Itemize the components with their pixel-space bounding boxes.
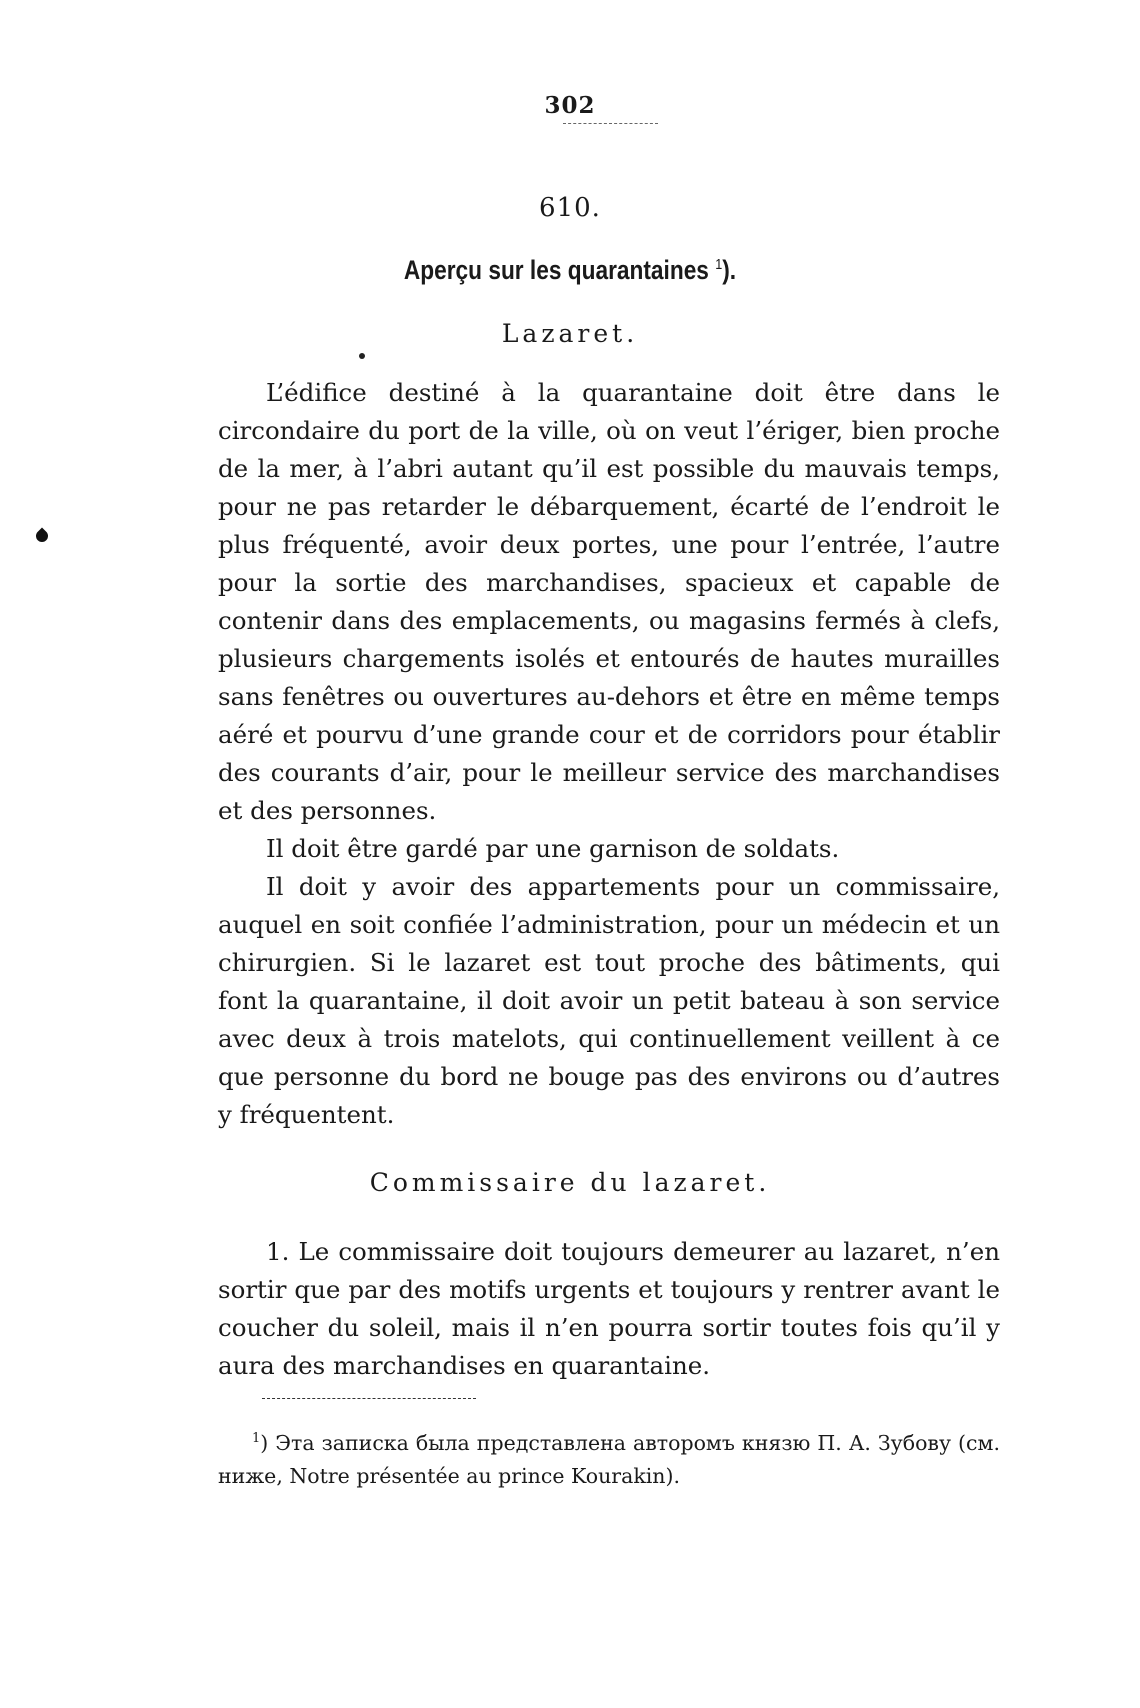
section-body-commissaire xyxy=(218,1233,1000,1385)
ink-speck xyxy=(359,353,365,359)
margin-mark xyxy=(34,528,51,545)
title-closing: ). xyxy=(722,255,737,285)
title-footnote-ref: 1 xyxy=(715,256,723,273)
page-number: 302 xyxy=(544,92,596,119)
paragraph: 1. Le commissaire doit toujours demeurer au lazaret, n’en sortir que par des motifs urgents et toujours y rentrer avant le coucher du soleil, mais il n’en pourra sortir toutes fois qu’il y aura des marchandises en quarantaine. xyxy=(218,1237,1000,1380)
footnote-marker: 1 xyxy=(252,1431,261,1446)
document-title xyxy=(91,255,1049,286)
paragraph: Il doit y avoir des appartements pour un commissaire, auquel en soit confiée l’administration, pour un médecin et un chirurgien. Si le lazaret est tout proche des bâtiments, qui font la quarantaine, il doit avoir un petit bateau à son service avec deux à trois matelots, qui continuellement veillent à ce que personne du bord ne bouge pas des environs ou d’autres y fréquentent. xyxy=(218,872,1000,1129)
page-number-rule xyxy=(563,123,658,124)
paragraph: L’édifice destiné à la quarantaine doit être dans le circondaire du port de la ville, où on veut l’ériger, bien proche de la mer, à l’abri autant qu’il est possible du mauvais temps, pour ne pas retarder le débarquement, écarté de l’endroit le plus fréquenté, avoir deux portes, une pour l’entrée, l’autre pour la sortie des marchandises, spacieux et capable de contenir dans des emplacements, ou magasins fermés à clefs, plusieurs chargements isolés et entourés de hautes murailles sans fenêtres ou ouvertures au-dehors et être en même temps aéré et pourvu d’une grande cour et de corridors pour établir des courants d’air, pour le meilleur service des marchandises et des personnes. xyxy=(218,378,1000,825)
section-body-lazaret xyxy=(218,374,1000,1134)
paragraph: Il doit être gardé par une garnison de soldats. xyxy=(266,834,840,863)
footnote-separator xyxy=(262,1398,476,1399)
document-number: 610. xyxy=(539,193,601,223)
footnote xyxy=(218,1422,1000,1493)
section-heading-commissaire: Commissaire du lazaret. xyxy=(369,1168,771,1197)
document-title-text: Aperçu sur les quarantaines xyxy=(403,255,709,285)
footnote-text: ) Эта записка была представлена авторомъ князю П. А. Зубову (см. ниже, Notre présentée au prince Kourakin). xyxy=(218,1430,1000,1488)
section-heading-lazaret: Lazaret. xyxy=(501,319,639,348)
